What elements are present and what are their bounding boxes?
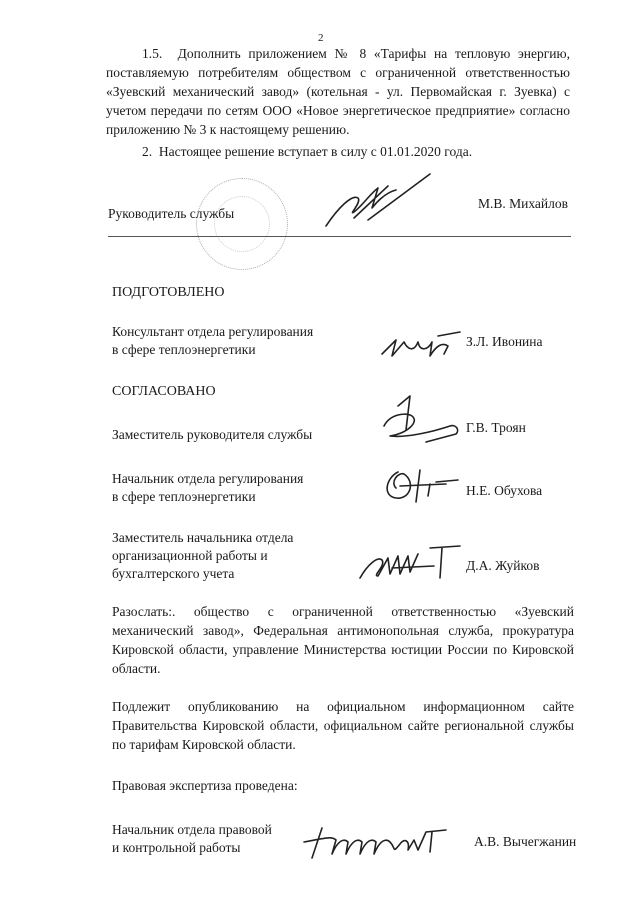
head-title: Руководитель службы — [108, 206, 235, 221]
legal-name: А.В. Вычегжанин — [474, 834, 577, 849]
divider — [108, 236, 571, 237]
agreed-3-name: Д.А. Жуйков — [466, 558, 540, 573]
agreed-2-name: Н.Е. Обухова — [466, 483, 543, 498]
legal-title-2: и контрольной работы — [112, 840, 241, 855]
legal-signature — [296, 818, 460, 868]
prepared-heading: ПОДГОТОВЛЕНО — [112, 285, 225, 300]
agreed-2-title-1: Начальник отдела регулирования — [112, 471, 304, 486]
official-stamp-inner — [214, 196, 270, 252]
legal-title-1: Начальник отдела правовой — [112, 822, 272, 837]
agreed-2-title-2: в сфере теплоэнергетики — [112, 489, 256, 504]
head-signature — [318, 168, 438, 238]
agreed-3-title-3: бухгалтерского учета — [112, 566, 235, 581]
clause-1-5: 1.5. Дополнить приложением № 8 «Тарифы на тепловую энергию, поставляемую потребителям обществом с ограниченной ответственностью «Зуевский механический завод» (котельная - ул. Первомайская г. Зуевка) с учетом передачи по сетям ООО «Новое энергетическое предприятие» согласно приложению № 3 к настоящему решению. — [106, 46, 570, 137]
agreed-heading: СОГЛАСОВАНО — [112, 384, 216, 399]
agreed-1-name: Г.В. Троян — [466, 420, 526, 435]
head-name: М.В. Михайлов — [478, 196, 569, 211]
legal-heading: Правовая экспертиза проведена: — [112, 778, 298, 793]
agreed-3-title-1: Заместитель начальника отдела — [112, 530, 294, 545]
prepared-name: З.Л. Ивонина — [466, 334, 543, 349]
prepared-signature — [378, 328, 464, 364]
prepared-title-2: в сфере теплоэнергетики — [112, 342, 256, 357]
prepared-title-1: Консультант отдела регулирования — [112, 324, 314, 339]
agreed-3-signature — [352, 542, 468, 586]
distribution-list: Разослать:. общество с ограниченной ответственностью «Зуевский механический завод», Федеральная антимонопольная служба, прокуратура Кировской области, управление Министерства юстиции России по Кировской области. — [112, 604, 574, 676]
agreed-2-signature — [376, 462, 462, 508]
clause-2: 2. Настоящее решение вступает в силу с 01.01.2020 года. — [142, 144, 473, 159]
page-number: 2 — [318, 32, 324, 44]
agreed-3-title-2: организационной работы и — [112, 548, 268, 563]
publication-note: Подлежит опубликованию на официальном информационном сайте Правительства Кировской области, официальном сайте региональной службы по тарифам Кировской области. — [112, 699, 574, 752]
agreed-1-title: Заместитель руководителя службы — [112, 427, 313, 442]
agreed-1-signature — [376, 386, 466, 452]
